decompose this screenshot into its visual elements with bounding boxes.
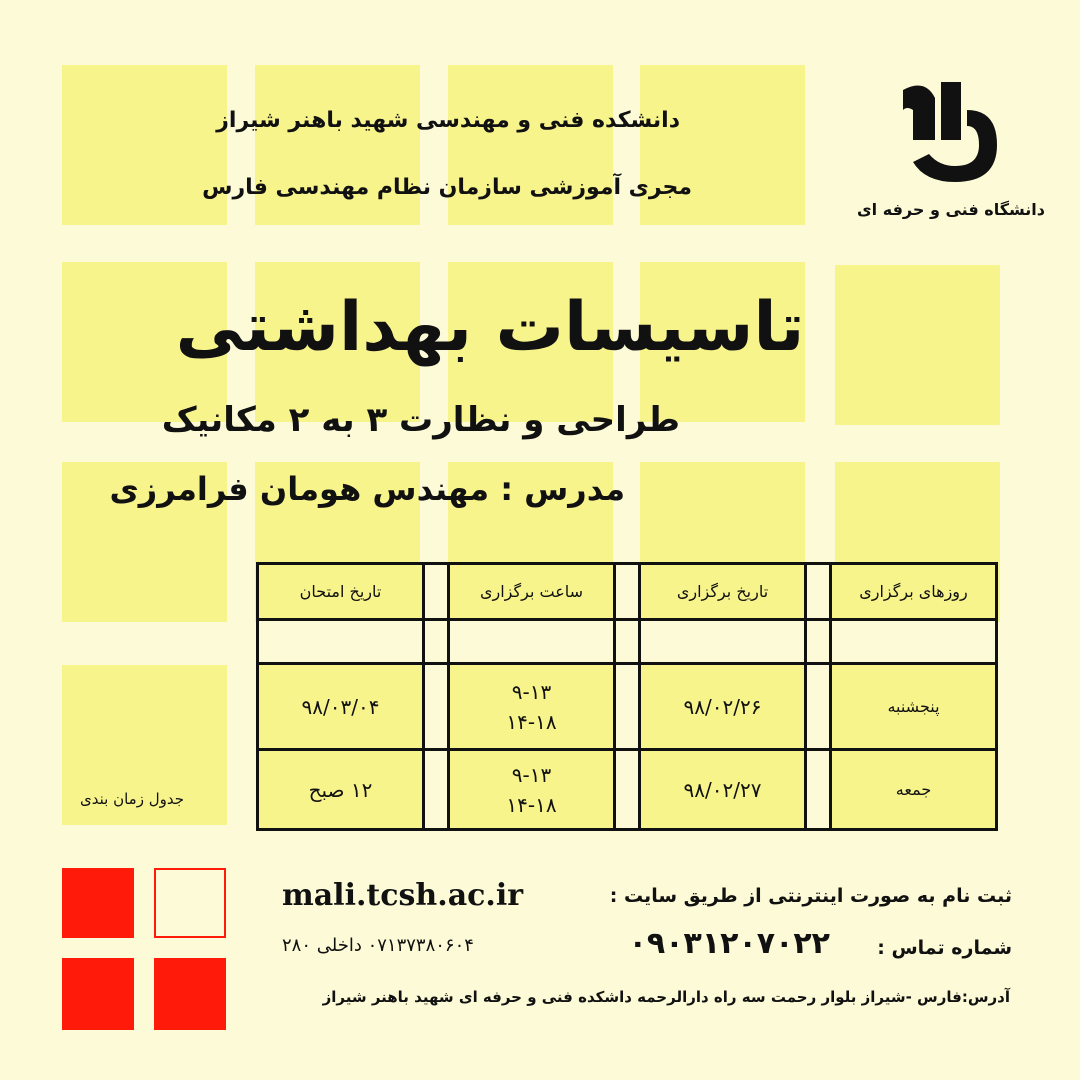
organizer-line: مجری آموزشی سازمان نظام مهندسی فارس bbox=[202, 175, 692, 200]
table-row bbox=[258, 664, 997, 750]
red-square bbox=[154, 958, 226, 1030]
bg-square bbox=[640, 65, 805, 225]
header-date: تاریخ برگزاری bbox=[640, 564, 806, 620]
bg-square bbox=[255, 65, 420, 225]
header-time: ساعت برگزاری bbox=[449, 564, 615, 620]
row-exam: ۹۸/۰۳/۰۴ bbox=[258, 664, 424, 750]
row-exam: ۱۲ صبح bbox=[258, 750, 424, 830]
university-logo bbox=[885, 70, 1005, 200]
red-square bbox=[62, 868, 134, 938]
course-subtitle: طراحی و نظارت ۳ به ۲ مکانیک bbox=[161, 400, 680, 440]
table-row bbox=[258, 750, 997, 830]
address: آدرس:فارس -شیراز بلوار رحمت سه راه دارالرحمه داشکده فنی و حرفه ای شهید باهنر شیراز bbox=[322, 988, 1010, 1006]
row-date: ۹۸/۰۲/۲۷ bbox=[640, 750, 806, 830]
university-name: دانشکده فنی و مهندسی شهید باهنر شیراز bbox=[216, 108, 680, 133]
registration-label: ثبت نام به صورت اینترنتی از طریق سایت : bbox=[609, 885, 1012, 907]
red-outline-square bbox=[154, 868, 226, 938]
row-day: جمعه bbox=[831, 750, 997, 830]
row-time: ۹-۱۳ ۱۴-۱۸ bbox=[449, 664, 615, 750]
phone-number: ۰۹۰۳۱۲۰۷۰۲۲ bbox=[628, 926, 830, 961]
schedule-table bbox=[256, 562, 998, 831]
header-days: روزهای برگزاری bbox=[831, 564, 997, 620]
red-square bbox=[62, 958, 134, 1030]
phone-label: شماره تماس : bbox=[877, 937, 1012, 959]
header-exam: تاریخ امتحان bbox=[258, 564, 424, 620]
bg-square bbox=[62, 65, 227, 225]
schedule-label: جدول زمان بندی bbox=[80, 790, 185, 808]
instructor-name: مدرس : مهندس هومان فرامرزی bbox=[109, 470, 625, 508]
row-day: پنجشنبه bbox=[831, 664, 997, 750]
logo-caption: دانشگاه فنی و حرفه ای bbox=[857, 200, 1045, 219]
row-time: ۹-۱۳ ۱۴-۱۸ bbox=[449, 750, 615, 830]
course-title: تاسیسات بهداشتی bbox=[175, 288, 805, 367]
bg-square bbox=[448, 65, 613, 225]
row-date: ۹۸/۰۲/۲۶ bbox=[640, 664, 806, 750]
landline-number: ۰۷۱۳۷۳۸۰۶۰۴ داخلی ۲۸۰ bbox=[282, 935, 474, 956]
website-link[interactable]: mali.tcsh.ac.ir bbox=[282, 878, 524, 913]
